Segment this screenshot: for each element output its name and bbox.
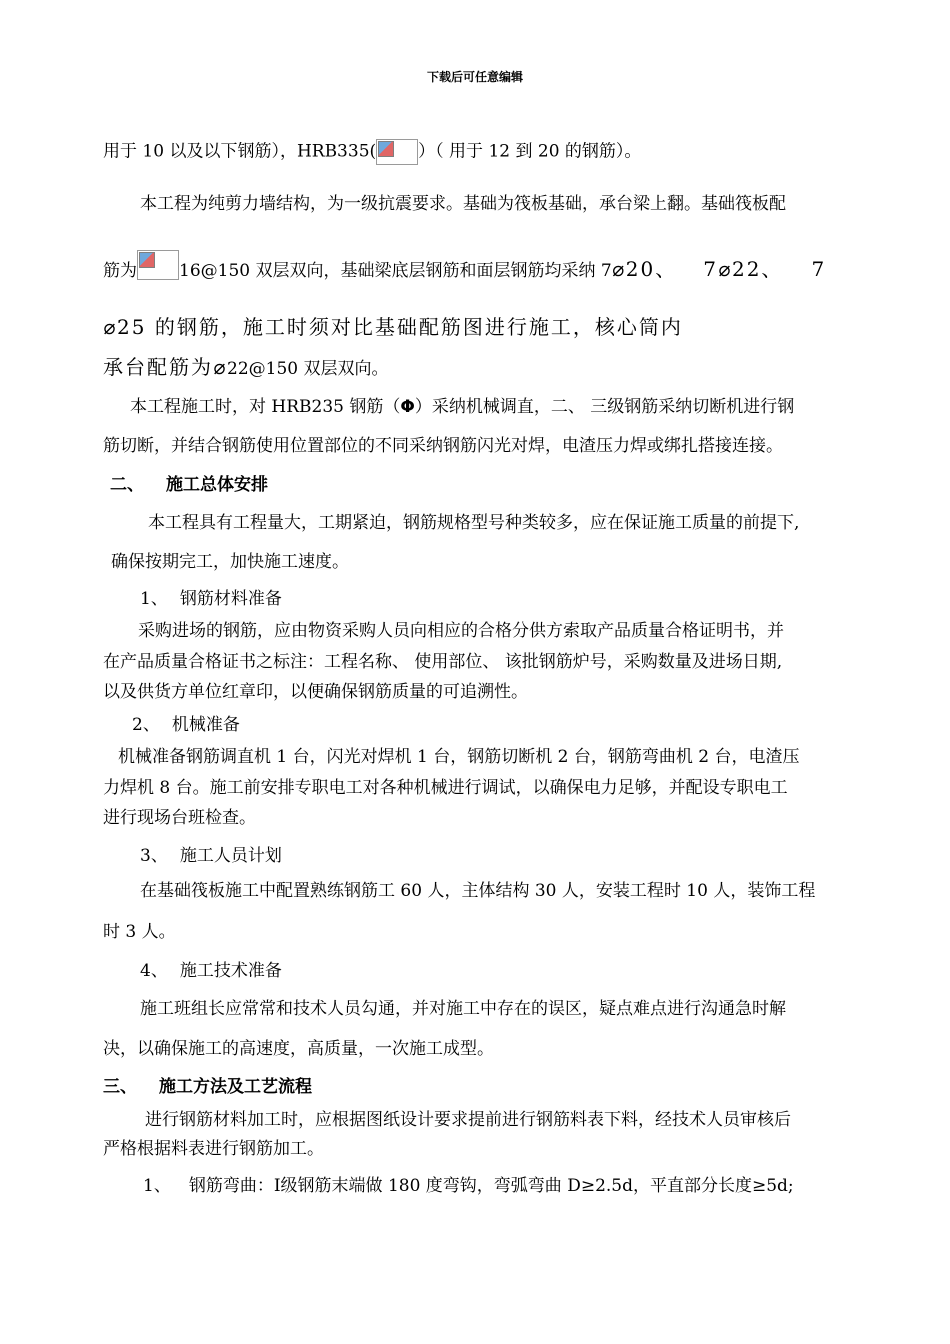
paragraph-line: 力焊机 8 台。施工前安排专职电工对各种机械进行调试，以确保电力足够，并配设专职电工 bbox=[103, 778, 788, 798]
text-run: 筋为 bbox=[103, 261, 137, 281]
paragraph-line: 进行现场台班检查。 bbox=[103, 808, 256, 828]
subsection-heading bbox=[132, 714, 240, 736]
subsection-title: 机械准备 bbox=[171, 715, 240, 735]
paragraph-line: 筋切断，并结合钢筋使用位置部位的不同采纳钢筋闪光对焊，电渣压力焊或绑扎搭接连接。 bbox=[103, 436, 783, 456]
page-header-note: 下载后可任意编辑 bbox=[426, 70, 523, 84]
text-run: 22@150 双层双向。 bbox=[227, 359, 389, 379]
paragraph-line: 机械准备钢筋调直机 1 台，闪光对焊机 1 台，钢筋切断机 2 台，钢筋弯曲机 2 台，电渣压 bbox=[118, 747, 800, 767]
broken-image-icon bbox=[376, 139, 418, 165]
paragraph-line bbox=[103, 316, 683, 338]
paragraph-line: 本工程具有工程量大，工期紧迫，钢筋规格型号种类较多，应在保证施工质量的前提下, bbox=[148, 513, 800, 533]
subsection-heading bbox=[140, 960, 282, 982]
section-number: 三、 bbox=[103, 1077, 137, 1097]
paragraph-line: 严格根据料表进行钢筋加工。 bbox=[103, 1139, 324, 1159]
paragraph-line bbox=[103, 139, 641, 165]
text-run: 7 bbox=[703, 257, 718, 281]
subsection-heading bbox=[140, 845, 282, 867]
text-run: ）（ 用于 12 到 20 的钢筋）。 bbox=[418, 141, 642, 162]
rebar-symbol-icon: ⌀ bbox=[103, 315, 118, 339]
paragraph-line: 本工程为纯剪力墙结构，为一级抗震要求。基础为筏板基础，承台梁上翻。基础筏板配 bbox=[140, 194, 786, 214]
paragraph-line: 进行钢筋材料加工时，应根据图纸设计要求提前进行钢筋料表下料，经技术人员审核后 bbox=[145, 1110, 791, 1130]
subsection-title: 施工技术准备 bbox=[179, 961, 282, 981]
paragraph-line bbox=[103, 356, 389, 380]
section-title: 施工方法及工艺流程 bbox=[159, 1077, 312, 1097]
text-run: 本工程施工时，对 HRB235 钢筋（ bbox=[130, 397, 401, 417]
rebar-symbol-icon: ⌀ bbox=[611, 257, 626, 281]
subsection-number: 3、 bbox=[140, 846, 168, 866]
paragraph-line: 时 3 人。 bbox=[103, 922, 176, 942]
text-run: 用于 10 以及以下钢筋），HRB335( bbox=[103, 141, 377, 162]
rebar-symbol-icon: ⌀ bbox=[717, 257, 732, 281]
paragraph-line bbox=[130, 396, 794, 418]
phi-symbol: Φ bbox=[400, 397, 415, 417]
text-run: 钢筋弯曲：Ⅰ级钢筋末端做 180 度弯钩，弯弧弯曲 D≥2.5d，平直部分长度≥5d; bbox=[188, 1176, 794, 1196]
paragraph-line: 确保按期完工，加快施工速度。 bbox=[111, 552, 349, 572]
broken-image-icon bbox=[137, 250, 179, 280]
section-title: 施工总体安排 bbox=[166, 475, 268, 495]
section-heading bbox=[103, 1076, 312, 1098]
subsection-number: 1、 bbox=[140, 589, 168, 609]
rebar-symbol-icon: ⌀ bbox=[213, 355, 228, 379]
text-run: 7 bbox=[811, 257, 827, 281]
paragraph-line: 以及供货方单位红章印，以便确保钢筋质量的可追溯性。 bbox=[103, 682, 528, 702]
subsection-heading bbox=[140, 588, 282, 610]
paragraph-line bbox=[143, 1175, 794, 1197]
section-heading bbox=[110, 474, 268, 496]
subsection-number: 4、 bbox=[140, 961, 168, 981]
text-run: 25 的钢筋，施工时须对比基础配筋图进行施工，核心筒内 bbox=[117, 315, 683, 339]
subsection-title: 钢筋材料准备 bbox=[179, 589, 282, 609]
section-number: 二、 bbox=[110, 475, 144, 495]
paragraph-line: 施工班组长应常常和技术人员勾通，并对施工中存在的误区，疑点难点进行沟通急时解 bbox=[140, 999, 786, 1019]
paragraph-line: 在产品质量合格证书之标注：工程名称、 使用部位、 该批钢筋炉号，采购数量及进场日期, bbox=[103, 652, 783, 672]
paragraph-line: 决，以确保施工的高速度，高质量，一次施工成型。 bbox=[103, 1039, 494, 1059]
text-run: 20、 bbox=[625, 257, 678, 281]
paragraph-line bbox=[103, 258, 826, 282]
text-run: 22、 bbox=[731, 257, 784, 281]
subsection-number: 2、 bbox=[132, 715, 160, 735]
paragraph-line: 采购进场的钢筋，应由物资采购人员向相应的合格分供方索取产品质量合格证明书，并 bbox=[138, 621, 784, 641]
list-number: 1、 bbox=[143, 1176, 171, 1196]
text-run: 承台配筋为 bbox=[103, 355, 213, 379]
subsection-title: 施工人员计划 bbox=[179, 846, 282, 866]
text-run: 16@150 双层双向，基础梁底层钢筋和面层钢筋均采纳 7 bbox=[179, 261, 612, 281]
text-run: ）采纳机械调直，二、 三级钢筋采纳切断机进行钢 bbox=[414, 397, 795, 417]
paragraph-line: 在基础筏板施工中配置熟练钢筋工 60 人，主体结构 30 人，安装工程时 10 人，装饰工程 bbox=[140, 881, 816, 901]
